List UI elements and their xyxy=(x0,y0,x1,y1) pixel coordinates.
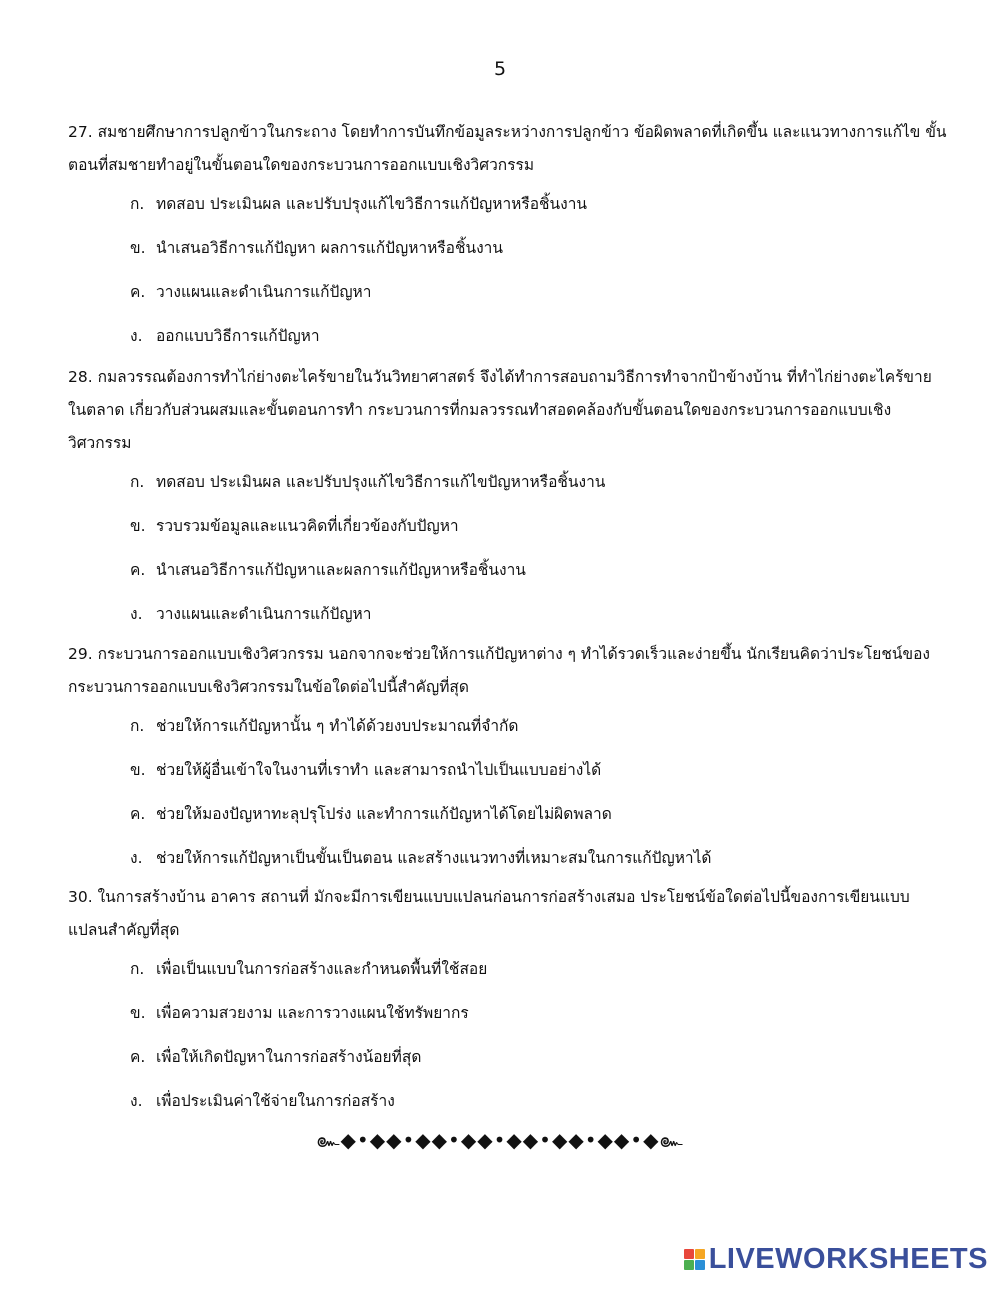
option-text: เพื่อให้เกิดปัญหาในการก่อสร้างน้อยที่สุด xyxy=(156,1048,422,1066)
option-list xyxy=(68,460,948,636)
option-c xyxy=(130,1035,948,1079)
logo-text: LIVEWORKSHEETS xyxy=(708,1243,988,1275)
logo-square-orange xyxy=(695,1249,705,1259)
option-a xyxy=(130,947,948,991)
option-text: ช่วยให้การแก้ปัญหาเป็นขั้นเป็นตอน และสร้างแนวทางที่เหมาะสมในการแก้ปัญหาได้ xyxy=(156,849,712,867)
option-c xyxy=(130,792,948,836)
option-letter: ค. xyxy=(130,283,146,301)
question-30 xyxy=(68,881,948,1123)
option-d xyxy=(130,836,948,880)
question-stem: 29. กระบวนการออกแบบเชิงวิศวกรรม นอกจากจะช่วยให้การแก้ปัญหาต่าง ๆ ทำได้รวดเร็วและง่ายขึ้น นักเรียนคิดว่าประโยชน์ของกระบวนการออกแบบเชิงวิศวกรรมในข้อใดต่อไปนี้สำคัญที่สุด xyxy=(68,645,930,696)
option-text: วางแผนและดำเนินการแก้ปัญหา xyxy=(156,283,372,301)
logo-square-red xyxy=(684,1249,694,1259)
option-letter: ก. xyxy=(130,960,145,978)
page-number: 5 xyxy=(493,58,507,80)
ornament-divider: ๛◆•◆◆•◆◆•◆◆•◆◆•◆◆•◆◆•◆๛ xyxy=(316,1128,684,1152)
option-list xyxy=(68,182,948,358)
option-letter: ก. xyxy=(130,473,145,491)
option-c xyxy=(130,270,948,314)
option-letter: ข. xyxy=(130,239,146,257)
logo-square-blue xyxy=(695,1260,705,1270)
option-b xyxy=(130,991,948,1035)
option-text: นำเสนอวิธีการแก้ปัญหาและผลการแก้ปัญหาหรือชิ้นงาน xyxy=(156,561,526,579)
option-letter: ข. xyxy=(130,761,146,779)
option-text: วางแผนและดำเนินการแก้ปัญหา xyxy=(156,605,372,623)
option-letter: ก. xyxy=(130,195,145,213)
option-b xyxy=(130,226,948,270)
option-text: ทดสอบ ประเมินผล และปรับปรุงแก้ไขวิธีการแก้ไขปัญหาหรือชิ้นงาน xyxy=(156,473,606,491)
option-text: ทดสอบ ประเมินผล และปรับปรุงแก้ไขวิธีการแก้ปัญหาหรือชิ้นงาน xyxy=(156,195,587,213)
option-text: ช่วยให้การแก้ปัญหานั้น ๆ ทำได้ด้วยงบประมาณที่จำกัด xyxy=(156,717,519,735)
option-text: ช่วยให้มองปัญหาทะลุปรุโปร่ง และทำการแก้ปัญหาได้โดยไม่ผิดพลาด xyxy=(156,805,612,823)
question-stem: 27. สมชายศึกษาการปลูกข้าวในกระถาง โดยทำการบันทึกข้อมูลระหว่างการปลูกข้าว ข้อผิดพลาดที่เกิดขึ้น และแนวทางการแก้ไข ขั้นตอนที่สมชายทำอยู่ในขั้นตอนใดของกระบวนการออกแบบเชิงวิศวกรรม xyxy=(68,123,947,174)
logo-grid-icon xyxy=(684,1249,705,1270)
option-letter: ง. xyxy=(130,849,143,867)
logo-square-green xyxy=(684,1260,694,1270)
option-letter: ง. xyxy=(130,605,143,623)
question-29 xyxy=(68,638,948,880)
option-d xyxy=(130,314,948,358)
option-c xyxy=(130,548,948,592)
option-d xyxy=(130,592,948,636)
option-letter: ก. xyxy=(130,717,145,735)
option-text: รวบรวมข้อมูลและแนวคิดที่เกี่ยวข้องกับปัญหา xyxy=(156,517,459,535)
option-a xyxy=(130,460,948,504)
option-b xyxy=(130,504,948,548)
option-text: ออกแบบวิธีการแก้ปัญหา xyxy=(156,327,320,345)
option-a xyxy=(130,704,948,748)
option-text: นำเสนอวิธีการแก้ปัญหา ผลการแก้ปัญหาหรือชิ้นงาน xyxy=(156,239,503,257)
option-letter: ค. xyxy=(130,1048,146,1066)
option-text: เพื่อเป็นแบบในการก่อสร้างและกำหนดพื้นที่ใช้สอย xyxy=(156,960,488,978)
option-a xyxy=(130,182,948,226)
option-list xyxy=(68,704,948,880)
question-stem: 28. กมลวรรณต้องการทำไก่ย่างตะไคร้ขายในวันวิทยาศาสตร์ จึงได้ทำการสอบถามวิธีการทำจากป้าข้างบ้าน ที่ทำไก่ย่างตะไคร้ขายในตลาด เกี่ยวกับส่วนผสมและขั้นตอนการทำ กระบวนการที่กมลวรรณทำสอดคล้องกับขั้นตอนใดของกระบวนการออกแบบเชิงวิศวกรรม xyxy=(68,368,932,452)
option-letter: ข. xyxy=(130,517,146,535)
option-letter: ง. xyxy=(130,327,143,345)
option-text: ช่วยให้ผู้อื่นเข้าใจในงานที่เราทำ และสามารถนำไปเป็นแบบอย่างได้ xyxy=(156,761,602,779)
option-letter: ค. xyxy=(130,805,146,823)
option-text: เพื่อความสวยงาม และการวางแผนใช้ทรัพยากร xyxy=(156,1004,469,1022)
question-stem: 30. ในการสร้างบ้าน อาคาร สถานที่ มักจะมีการเขียนแบบแปลนก่อนการก่อสร้างเสมอ ประโยชน์ข้อใดต่อไปนี้ของการเขียนแบบแปลนสำคัญที่สุด xyxy=(68,888,910,939)
option-b xyxy=(130,748,948,792)
option-letter: ข. xyxy=(130,1004,146,1022)
option-letter: ค. xyxy=(130,561,146,579)
question-28 xyxy=(68,361,948,636)
question-27 xyxy=(68,116,948,358)
option-letter: ง. xyxy=(130,1092,143,1110)
liveworksheets-logo xyxy=(684,1243,988,1276)
option-d xyxy=(130,1079,948,1123)
option-text: เพื่อประเมินค่าใช้จ่ายในการก่อสร้าง xyxy=(156,1092,395,1110)
option-list xyxy=(68,947,948,1123)
